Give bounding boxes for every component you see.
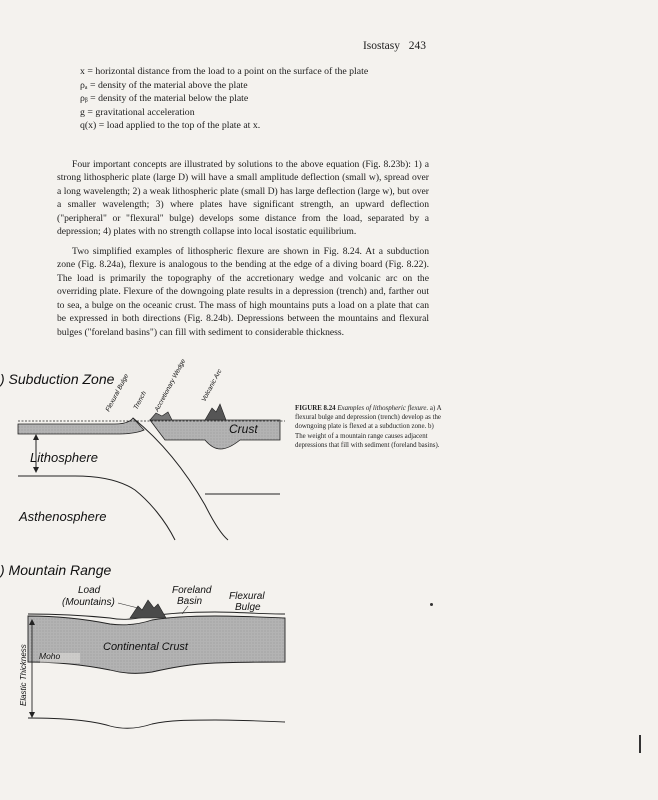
trench-label: Trench	[132, 390, 149, 411]
load-label: Load	[78, 585, 101, 596]
figure-caption	[295, 404, 445, 450]
bulge-label: Bulge	[235, 602, 261, 613]
asthenosphere-label: Asthenosphere	[19, 509, 107, 524]
mountains-label: (Mountains)	[62, 597, 115, 608]
moho-label: Moho	[39, 651, 61, 661]
elastic-thickness-label: Elastic Thickness	[19, 644, 28, 706]
flexural-label: Flexural	[229, 591, 265, 602]
mountain-range-diagram	[19, 585, 285, 728]
arrow-down-icon-b	[29, 712, 35, 718]
definition-g: g = gravitational acceleration	[80, 106, 195, 118]
overriding-crust	[150, 420, 280, 449]
figure-a-title: ) Subduction Zone	[0, 371, 115, 387]
basin-label: Basin	[177, 596, 203, 607]
foreland-label: Foreland	[172, 585, 212, 596]
volcanic-arc-label: Volcanic Arc	[200, 368, 224, 403]
arrow-down-icon	[33, 467, 39, 473]
running-title: Isostasy	[362, 40, 400, 52]
lithosphere-base	[18, 476, 175, 540]
definition-q: q(x) = load applied to the top of the plate at x.	[80, 120, 261, 132]
mountain-load	[130, 600, 166, 618]
scan-speck	[430, 603, 433, 606]
definition-rho-a: ρₐ = density of the material above the plate	[80, 79, 248, 91]
caption-title: Examples of lithospheric flexure.	[337, 405, 429, 412]
crust-label: Crust	[229, 422, 258, 436]
accretionary-wedge-shape	[150, 412, 172, 420]
oceanic-crust	[18, 418, 144, 434]
body-paragraph-2: Two simplified examples of lithospheric flexure are shown in Fig. 8.24. At a subduction zone (Fig. 8.24a), flexure is analogous to the bending at the edge of a diving board (Fig. 8.22). The load is primarily the topography of the accretionary wedge and volcanic arc on the overriding plate. Flexure of the downgoing plate results in a depression (trench) and, farther out to sea, a bulge on the oceanic crust. The mass of high mountains puts a load on a plate that can be expressed in both directions (Fig. 8.24b). Depressions between the mountains and flexural bulges ("foreland basins") can fill with sediment to considerable thickness.	[57, 245, 429, 338]
flexural-bulge-label: Flexural Bulge	[104, 372, 131, 413]
page-number: 243	[408, 40, 426, 52]
definition-rho-b: ρᵦ = density of the material below the plate	[80, 93, 249, 105]
continental-crust-label: Continental Crust	[103, 641, 188, 653]
caption-head: FIGURE 8.24	[295, 405, 336, 412]
arrow-up-icon	[33, 434, 39, 440]
accretionary-wedge-label: Accretionary Wedge	[153, 358, 188, 413]
volcanic-arc-shape	[205, 404, 226, 420]
scan-mark	[639, 735, 641, 753]
lithosphere-base-b	[28, 718, 285, 728]
body-paragraph-1: Four important concepts are illustrated by solutions to the above equation (Fig. 8.23b): 1) a strong lithospheric plate (large D) will have a small amplitude deflection (small w), spread over a long wavelength; 2) a weak lithospheric plate (small D) has large deflection (large w), but over a smaller wavelength; 3) where plates have significant strength, an upward deflection ("peripheral" or "flexural" bulge) develops some distance from the load, separated by a depression; 4) plates with no strength collapse into local isostatic equilibrium.	[57, 158, 429, 238]
subduction-zone-diagram	[18, 358, 285, 540]
lithosphere-label: Lithosphere	[30, 450, 98, 465]
figure-b-title: ) Mountain Range	[0, 562, 112, 578]
definition-x: x = horizontal distance from the load to a point on the surface of the plate	[80, 66, 369, 77]
caption-body: a) A flexural bulge and depression (trench) develop as the downgoing plate is flexed at a subduction zone. b) The weight of a mountain range causes adjacent depressions that fill with sediment (foreland basins).	[295, 405, 442, 449]
